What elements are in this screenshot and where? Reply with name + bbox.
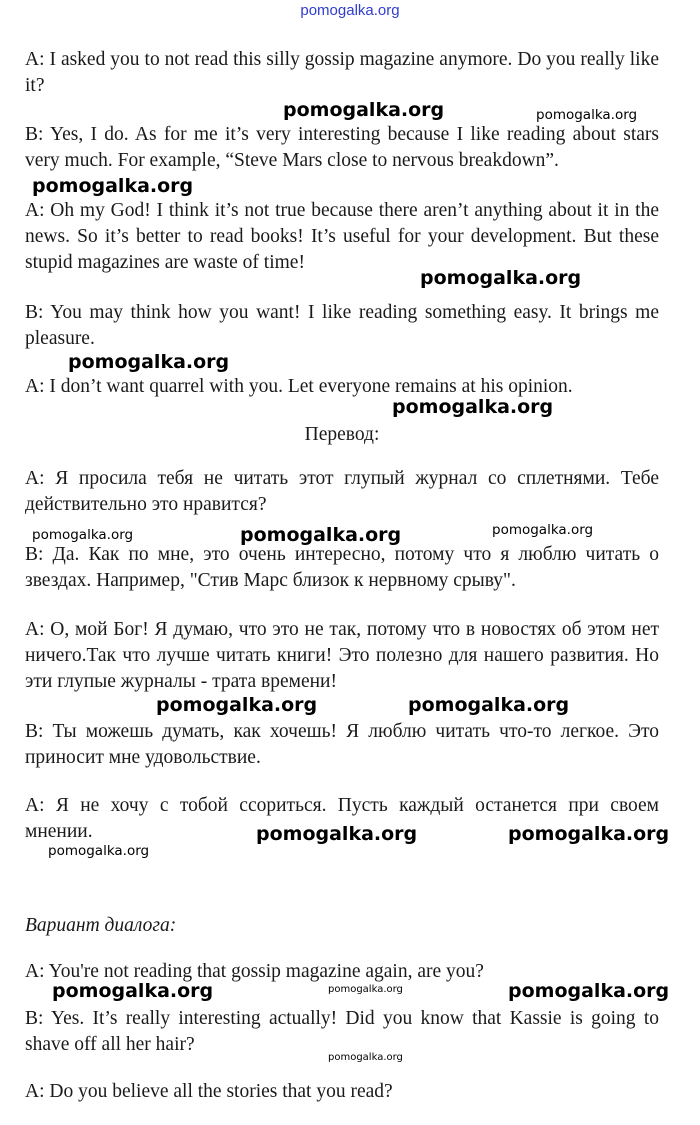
watermark: pomogalka.org [328,984,403,995]
watermark: pomogalka.org [492,522,594,538]
watermark: pomogalka.org [68,351,230,373]
watermark: pomogalka.org [156,694,318,716]
watermark: pomogalka.org [392,396,554,418]
watermark: pomogalka.org [283,99,445,121]
dialogue-line-variant-1: A: You're not reading that gossip magazine again, are you? [25,961,484,982]
watermark: pomogalka.org [508,980,670,1002]
dialogue-line-en-2: B: Yes, I do. As for me it’s very interesting because I like reading about stars very much. For example, “Steve Mars close to nervous breakdown”. [25,124,659,171]
watermark: pomogalka.org [240,524,402,546]
dialogue-line-ru-1: А: Я просила тебя не читать этот глупый журнал со сплетнями. Тебе действительно это нравится? [25,468,659,515]
dialogue-line-en-4: B: You may think how you want! I like reading something easy. It brings me pleasure. [25,302,659,349]
dialogue-line-ru-3: А: О, мой Бог! Я думаю, что это не так, потому что в новостях об этом нет ничего.Так что лучше читать книги! Это полезно для нашего развития. Но эти глупые журналы - трата времени! [25,619,659,692]
translation-heading: Перевод: [304,424,380,445]
dialogue-line-variant-3: A: Do you believe all the stories that you read? [25,1081,393,1102]
variant-heading: Вариант диалога: [25,915,177,936]
watermark: pomogalka.org [420,267,582,289]
dialogue-line-ru-2: В: Да. Как по мне, это очень интересно, потому что я люблю читать о звездах. Например, "Стив Марс близок к нервному срыву". [25,544,659,591]
dialogue-line-en-3: A: Oh my God! I think it’s not true because there aren’t anything about it in the news. So it’s better to read books! It’s useful for your development. But these stupid magazines are waste of time! [25,200,659,273]
dialogue-line-en-1: A: I asked you to not read this silly gossip magazine anymore. Do you really like it? [25,49,659,96]
dialogue-line-ru-5: А: Я не хочу с тобой ссориться. Пусть каждый останется при своем мнении. [25,795,659,842]
watermark: pomogalka.org [32,175,194,197]
watermark: pomogalka.org [256,823,418,845]
watermark: pomogalka.org [32,527,134,543]
site-header-link[interactable]: pomogalka.org [300,2,400,19]
watermark: pomogalka.org [48,843,150,859]
watermark: pomogalka.org [508,823,670,845]
watermark: pomogalka.org [328,1052,403,1063]
dialogue-line-ru-4: В: Ты можешь думать, как хочешь! Я люблю читать что-то легкое. Это приносит мне удовольствие. [25,721,659,768]
watermark: pomogalka.org [52,980,214,1002]
watermark: pomogalka.org [536,107,638,123]
dialogue-line-en-5: A: I don’t want quarrel with you. Let everyone remains at his opinion. [25,376,573,397]
watermark: pomogalka.org [408,694,570,716]
dialogue-line-variant-2: B: Yes. It’s really interesting actually! Did you know that Kassie is going to shave off all her hair? [25,1008,659,1055]
